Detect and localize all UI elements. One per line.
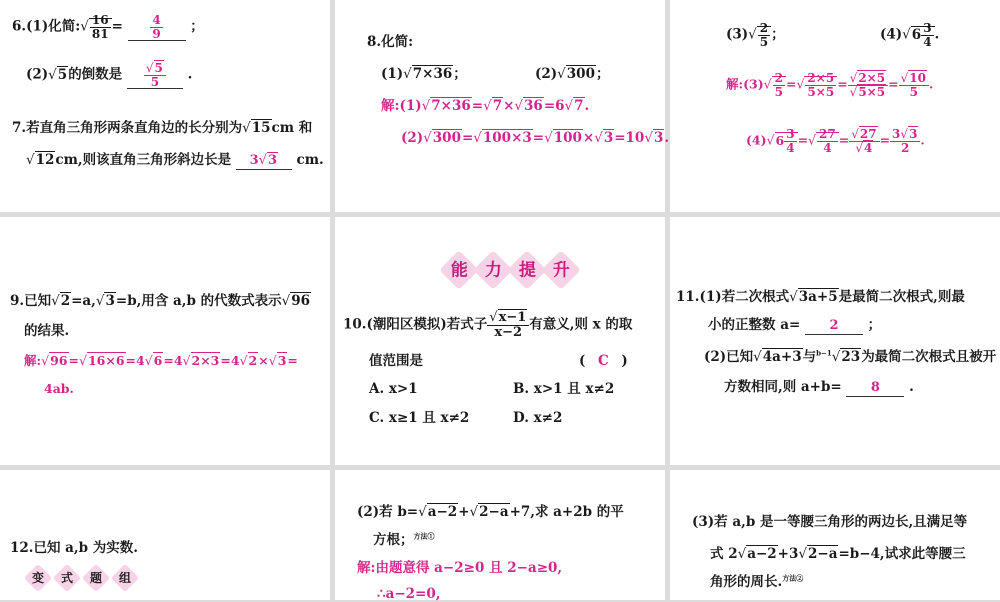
q8-solution2: (2)√300=√100×3=√100×√3=10√3. [401,130,670,146]
panel-q8 [335,0,670,212]
q8-part2: (2)√300； [535,66,610,82]
q11-answer2-blank: 8 [846,380,904,397]
q6-answer1-blank: $\frac{4}{9}$ [128,14,186,41]
q7-line2: √12cm,则该直角三角形斜边长是 3√3 cm. [26,152,324,168]
q10-line2: 值范围是 [369,353,423,369]
radical-16-81: √ $\frac{16}{81}$ [80,14,111,40]
q9-line2: 的结果. [24,323,70,339]
q12-part2-solution2: ∴a−2=0, [377,586,441,602]
q9-line1: 9.已知√2=a,√3=b,用含 a,b 的代数式表示√96 [10,293,311,309]
q6-part1: 6.(1)化简:√ $\frac{16}{81}$ = $\frac{4}{9}$ ； [12,13,204,41]
q12-part2-line1: (2)若 b=√a−2+√2−a+7,求 a+2b 的平 [357,504,624,520]
q10-line1: 10.(潮阳区模拟)若式子 $\frac{√x-1}{x-2}$ 有意义,则 x 的取 [343,310,633,340]
section-badge-ability: 能 力 提 升 [445,256,581,284]
method-1-tag: 方法① [413,531,435,541]
q12-part3-line2: 式 2√a−2+3√2−a=b−4,试求此等腰三 [710,546,966,562]
q10-option-c: C. x≥1 且 x≠2 [369,410,470,426]
q7-answer-blank: 3√3 [236,153,292,170]
q10-option-b: B. x>1 且 x≠2 [513,381,615,397]
q10-option-d: D. x≠2 [513,410,563,426]
q6-answer2-blank: $\frac{√5}{5}$ [127,62,183,89]
q9-solution-line2: 4ab. [44,381,74,396]
q11-line1: 11.(1)若二次根式√3a+5是最简二次根式,则最 [676,289,965,305]
q7-line1: 7.若直角三角形两条直角边的长分别为√15cm 和 [12,120,313,136]
panel-q12-part2 [335,470,665,600]
q12-part2-solution1: 解:由题意得 a−2≥0 且 2−a≥0, [357,560,563,576]
panel-q9 [0,217,330,465]
q10-option-a: A. x>1 [369,381,418,397]
q10-answer: ( C ) [579,353,628,369]
q6-part2: (2)√5的倒数是 $\frac{√5}{5}$ . [26,61,193,89]
q8-title: 8.化简: [367,34,414,50]
panel-q6-q7 [0,0,330,212]
q11-line4: 方数相同,则 a+b= 8 . [724,379,914,395]
panel-q8-continued [670,0,1000,212]
section-badge-variants: 变 式 题 组 [28,567,144,588]
panel-q12-part3 [670,470,1000,600]
q8-part1: (1)√7×36； [381,66,467,82]
method-2-tag: 方法② [782,573,804,583]
panel-q10 [335,217,665,465]
q8-part3: (3)√ $\frac{2}{5}$ ； [726,21,785,49]
q11-answer1-blank: 2 [805,318,863,335]
panel-q11 [670,217,1000,465]
q8-solution1: 解:(1)√7×36=√7×√36=6√7. [381,98,590,114]
q8-solution4: (4)√6 $\frac{3}{4}$ =√ $\frac{27}{4}$ = $\frac{√27}{√4}$ = $\frac{3√3}{2}$ . [746,127,925,155]
q11-line3: (2)已知√4a+3与$^{b-1}$√23为最简二次根式且被开 [704,348,997,365]
q12-part3-line3: 角形的周长.$^{方法②}$ [710,573,804,590]
q9-solution: 解:√96=√16×6=4√6=4√2×3=4√2×√3= [24,353,298,368]
q8-part4: (4)√6 $\frac{3}{4}$ . [880,21,940,49]
q8-solution3: 解:(3)√ $\frac{2}{5}$ =√ $\frac{2\times 5}{5\times 5}$ = $\frac{√2\times 5}{√5\times 5}$ = $\frac{√10}{5}$ . [726,71,934,99]
q11-line2: 小的正整数 a= 2 ； [708,317,882,333]
q12-part2-line2: 方根；$^{方法①}$ [373,531,435,548]
q12-text: 12.已知 a,b 为实数. [10,540,138,556]
q12-part3-line1: (3)若 a,b 是一等腰三角形的两边长,且满足等 [692,514,968,530]
